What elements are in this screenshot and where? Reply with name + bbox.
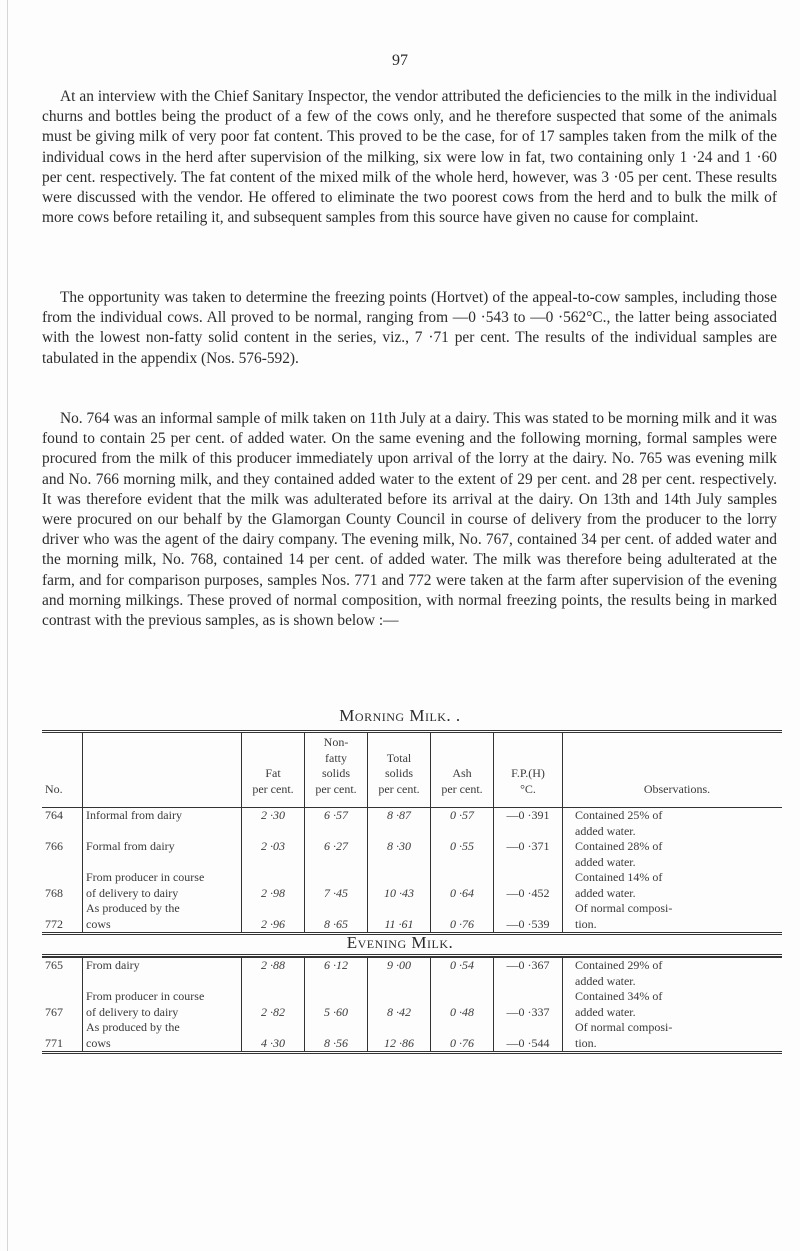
sample-number: 764: [45, 808, 63, 822]
ash-value: 0 ·54: [431, 958, 494, 990]
ash-value: 0 ·57: [431, 808, 494, 840]
ash-value: 0 ·48: [431, 989, 494, 1020]
sample-description: From producer in course of delivery to dairy: [83, 989, 242, 1020]
table-row: [42, 1020, 782, 1053]
freezing-point-value: —0 ·544: [494, 1020, 563, 1053]
freezing-point-value: —0 ·452: [494, 870, 563, 901]
page-edge-line: [7, 0, 8, 1251]
table-row: [42, 989, 782, 1020]
ash-value: 0 ·76: [431, 901, 494, 934]
total-solids-value: 8 ·87: [368, 808, 431, 840]
header-line: Non-: [323, 735, 349, 749]
header-line: fatty: [325, 750, 347, 765]
sample-description: As produced by the cows: [83, 1020, 242, 1053]
table-row: [42, 808, 782, 840]
non-fatty-solids-value: 7 ·45: [305, 870, 368, 901]
header-fat: [242, 732, 305, 808]
header-line: F.P.(H): [511, 766, 545, 780]
sample-description: Informal from dairy: [83, 808, 242, 840]
morning-milk-table: [42, 730, 782, 935]
header-line: per cent.: [378, 781, 420, 796]
table-header-row: [42, 732, 782, 808]
table-row: [42, 839, 782, 870]
morning-milk-title: Morning Milk. .: [339, 706, 461, 725]
ash-value: 0 ·64: [431, 870, 494, 901]
fat-value: 4 ·30: [242, 1020, 305, 1053]
freezing-point-value: —0 ·391: [494, 808, 563, 840]
header-freezing-point: [494, 732, 563, 808]
header-line: solids: [321, 766, 350, 780]
sample-number: 772: [45, 916, 63, 931]
total-solids-value: 9 ·00: [368, 958, 431, 990]
non-fatty-solids-value: 6 ·27: [305, 839, 368, 870]
sample-description: As produced by the cows: [83, 901, 242, 934]
header-description: [83, 732, 242, 808]
sample-description: From producer in course of delivery to dairy: [83, 870, 242, 901]
header-line: °C.: [520, 781, 536, 796]
table-row: [42, 958, 782, 990]
observation: Contained 29% of added water.: [563, 958, 783, 990]
observation: Contained 28% of added water.: [563, 839, 783, 870]
sample-description: From dairy: [83, 958, 242, 990]
header-no: No.: [45, 781, 63, 796]
fat-value: 2 ·82: [242, 989, 305, 1020]
evening-milk-title: Evening Milk.: [346, 933, 454, 952]
observation: Of normal composi- tion.: [563, 1020, 783, 1053]
paragraph-3: No. 764 was an informal sample of milk taken on 11th July at a dairy. This was stated to be morning milk and it was found to contain 25 per cent. of added water. On the same evening and the following morning, formal samples were procured from the milk of this producer immediately upon arrival of the lorry at the dairy. No. 765 was evening milk and No. 766 morning milk, and they contained added water to the extent of 29 per cent. and 28 per cent. respectively. It was therefore evident that the milk was adulterated before its arrival at the dairy. On 13th and 14th July samples were procured on our behalf by the Glamorgan County Council in course of delivery from the producer to the lorry driver who was the agent of the dairy company. The evening milk, No. 767, contained 34 per cent. of added water and the morning milk, No. 768, contained 14 per cent. of added water. The milk was therefore being adulterated at the farm, and for comparison purposes, samples Nos. 771 and 772 were taken at the farm after supervision of the evening and morning milkings. These proved of normal composition, with normal freezing points, the results being in marked contrast with the previous samples, as is shown below :—: [42, 410, 777, 630]
fat-value: 2 ·03: [242, 839, 305, 870]
non-fatty-solids-value: 8 ·56: [305, 1020, 368, 1053]
observation: Contained 34% of added water.: [563, 989, 783, 1020]
ash-value: 0 ·76: [431, 1020, 494, 1053]
total-solids-value: 10 ·43: [368, 870, 431, 901]
sample-number: 767: [45, 1004, 63, 1019]
header-observations: Observations.: [563, 732, 783, 808]
header-total-solids: [368, 732, 431, 808]
header-line: Total: [386, 750, 412, 765]
header-line: solids: [384, 766, 413, 780]
non-fatty-solids-value: 6 ·57: [305, 808, 368, 840]
page-number: 97: [392, 52, 408, 69]
header-line: per cent.: [252, 781, 294, 796]
table-row: [42, 870, 782, 901]
paragraph-2: The opportunity was taken to determine the freezing points (Hortvet) of the appeal-to-cow samples, including those from the individual cows. All proved to be normal, ranging from —0 ·543 to —0 ·562°C., the latter being associated with the lowest non-fatty solid content in the series, viz., 7 ·71 per cent. The results of the individual samples are tabulated in the appendix (Nos. 576-592).: [42, 289, 777, 367]
freezing-point-value: —0 ·539: [494, 901, 563, 934]
non-fatty-solids-value: 8 ·65: [305, 901, 368, 934]
header-non-fatty-solids: [305, 732, 368, 808]
non-fatty-solids-value: 6 ·12: [305, 958, 368, 990]
total-solids-value: 8 ·42: [368, 989, 431, 1020]
sample-number: 766: [45, 839, 63, 853]
sample-number: 768: [45, 885, 63, 900]
sample-description: Formal from dairy: [83, 839, 242, 870]
freezing-point-value: —0 ·367: [494, 958, 563, 990]
evening-milk-table: [42, 954, 782, 1054]
sample-number: 765: [45, 958, 63, 972]
header-line: per cent.: [441, 781, 483, 796]
total-solids-value: 11 ·61: [368, 901, 431, 934]
fat-value: 2 ·98: [242, 870, 305, 901]
non-fatty-solids-value: 5 ·60: [305, 989, 368, 1020]
header-line: Ash: [452, 766, 472, 780]
total-solids-value: 8 ·30: [368, 839, 431, 870]
freezing-point-value: —0 ·371: [494, 839, 563, 870]
paragraph-1: At an interview with the Chief Sanitary Inspector, the vendor attributed the deficiencies to the milk in the individual churns and bottles being the product of a few of the cows only, and he therefore suspected that some of the animals must be giving milk of very poor fat content. This proved to be the case, for of 17 samples taken from the milk of the individual cows in the herd after supervision of the milking, six were low in fat, two containing only 1 ·24 and 1 ·60 per cent. respectively. The fat content of the mixed milk of the whole herd, however, was 3 ·05 per cent. These results were discussed with the vendor. He offered to eliminate the two poorest cows from the herd and to bulk the milk of more cows before retailing it, and subsequent samples from this source have given no cause for complaint.: [42, 88, 777, 227]
ash-value: 0 ·55: [431, 839, 494, 870]
fat-value: 2 ·96: [242, 901, 305, 934]
header-ash: [431, 732, 494, 808]
observation: Of normal composi- tion.: [563, 901, 783, 934]
table-row: [42, 901, 782, 934]
sample-number: 771: [45, 1035, 63, 1050]
total-solids-value: 12 ·86: [368, 1020, 431, 1053]
observation: Contained 25% of added water.: [563, 808, 783, 840]
header-line: per cent.: [315, 781, 357, 796]
fat-value: 2 ·88: [242, 958, 305, 990]
header-line: Fat: [265, 766, 281, 780]
fat-value: 2 ·30: [242, 808, 305, 840]
freezing-point-value: —0 ·337: [494, 989, 563, 1020]
observation: Contained 14% of added water.: [563, 870, 783, 901]
